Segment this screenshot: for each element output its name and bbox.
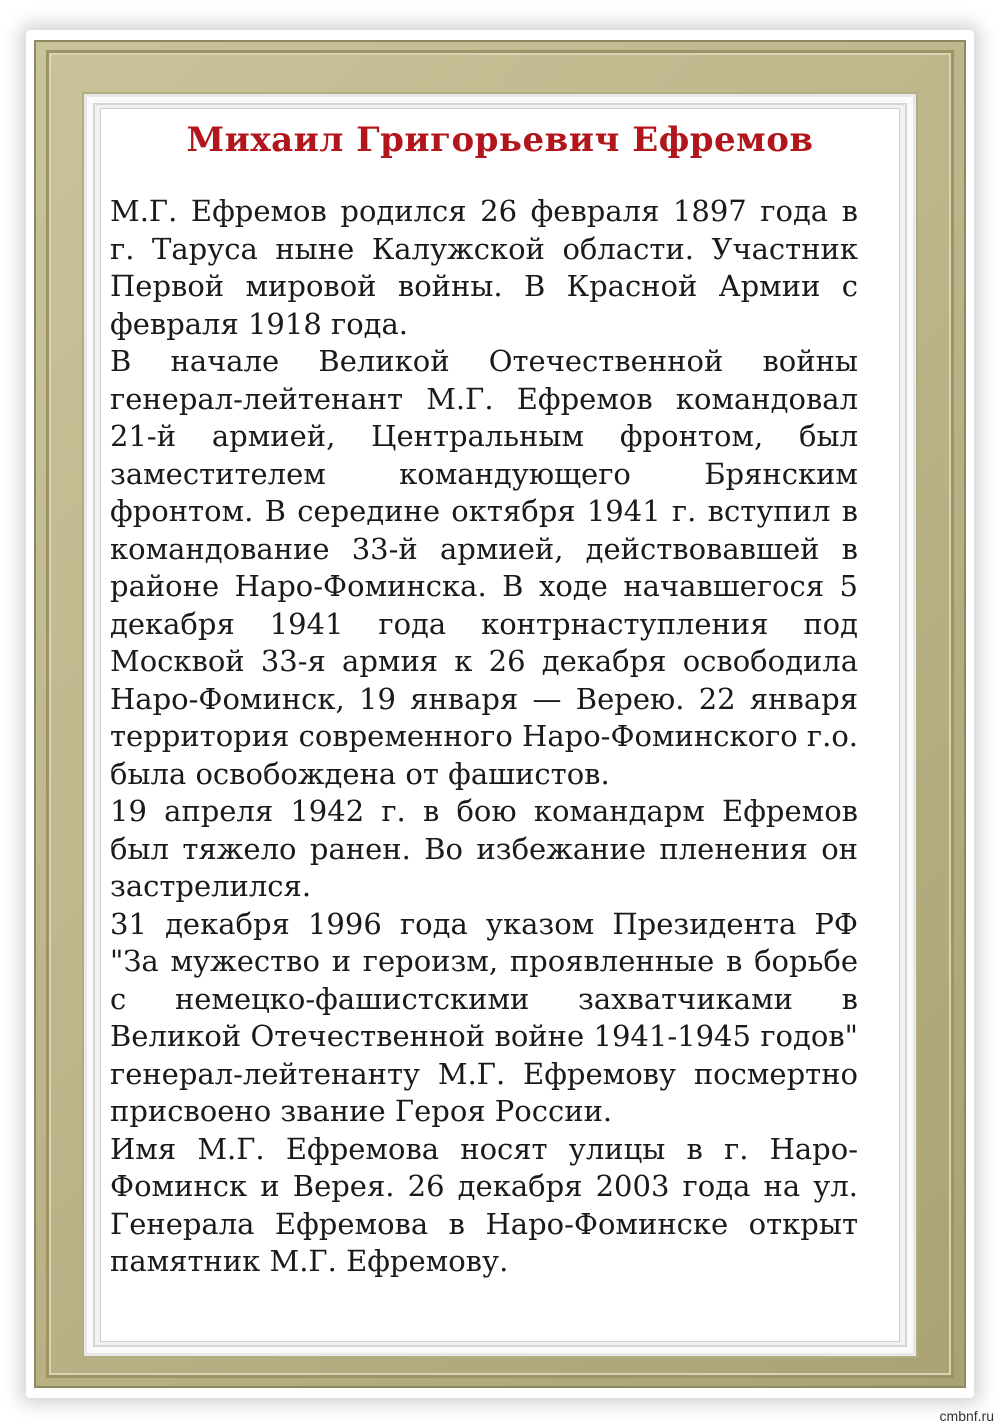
- paragraph-birth: М.Г. Ефремов родился 26 февраля 1897 года в г. Таруса ныне Калужской области. Участник Первой мировой войны. В Красной Армии с февраля 1918 года.: [110, 194, 858, 341]
- page-title: Михаил Григорьевич Ефремов: [186, 120, 814, 160]
- site-watermark: cmbnf.ru: [939, 1408, 994, 1424]
- paragraph-hero: 31 декабря 1996 года указом Президента РФ "За мужество и героизм, проявленные в борьбе с немецко-фашистскими захватчиками в Великой Отечественной войне 1941-1945 годов" генерал-лейтенанту М.Г. Ефремову посмертно присвоено звание Героя России.: [110, 906, 858, 1128]
- paragraph-memory: Имя М.Г. Ефремова носят улицы в г. Наро-Фоминск и Верея. 26 декабря 2003 года на ул. Генерала Ефремова в Наро-Фоминске открыт памятник М.Г. Ефремову.: [110, 1131, 858, 1278]
- paragraph-war: В начале Великой Отечественной войны генерал-лейтенант М.Г. Ефремов командовал 21-й армией, Центральным фронтом, был заместителем командующего Брянским фронтом. В середине октября 1941 г. вступил в командование 33-й армией, действовавшей в районе Наро-Фоминска. В ходе начавшегося 5 декабря 1941 года контрнаступления под Москвой 33-я армия к 26 декабря освободила Наро-Фоминск, 19 января — Верею. 22 января территория современного Наро-Фоминского г.о. была освобождена от фашистов.: [110, 344, 858, 791]
- biography-text: [110, 193, 858, 1281]
- paragraph-death: 19 апреля 1942 г. в бою командарм Ефремов был тяжело ранен. Во избежание пленения он застрелился.: [110, 794, 858, 903]
